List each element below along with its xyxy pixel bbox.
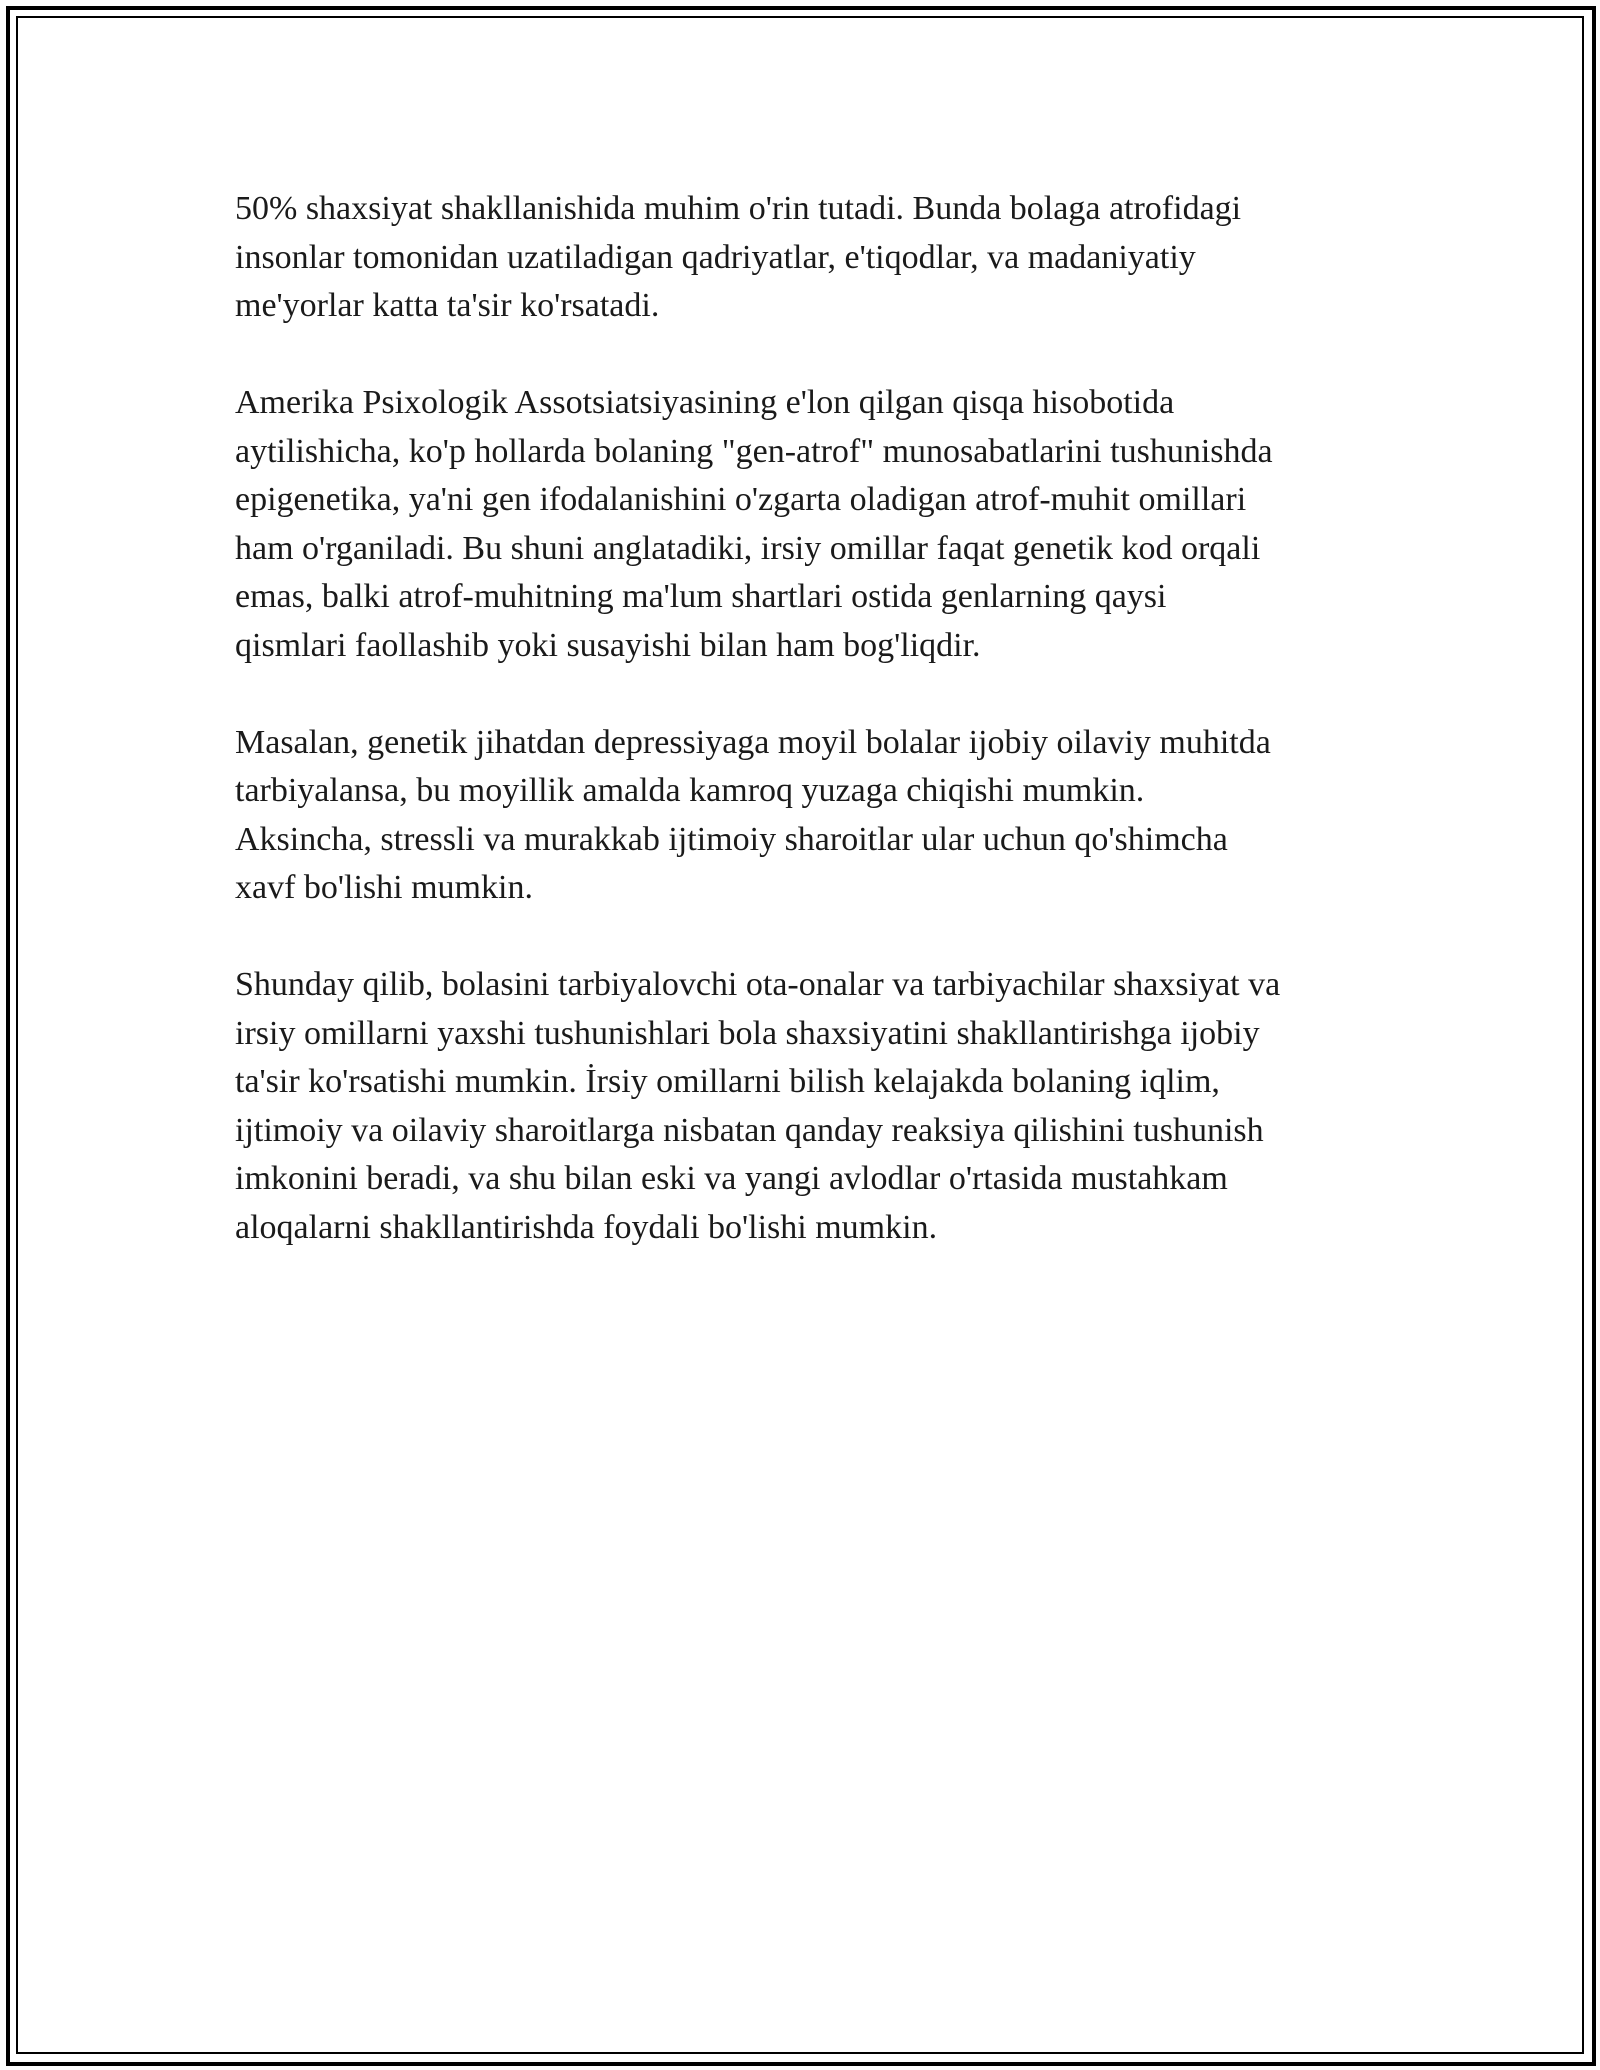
text-line: Amerika Psixologik Assotsiatsiyasining e'lon qilgan qisqa hisobotida [235,384,1175,421]
text-line: imkonini beradi, va shu bilan eski va yangi avlodlar o'rtasida mustahkam [235,1160,1228,1197]
text-line: tarbiyalansa, bu moyillik amalda kamroq yuzaga chiqishi mumkin. [235,772,1145,809]
text-line: ta'sir ko'rsatishi mumkin. İrsiy omillarni bilish kelajakda bolaning iqlim, [235,1063,1220,1100]
text-line: xavf bo'lishi mumkin. [235,869,533,906]
text-line: Aksincha, stressli va murakkab ijtimoiy sharoitlar ular uchun qo'shimcha [235,820,1228,858]
text-line: ham o'rganiladi. Bu shuni anglatadiki, irsiy omillar faqat genetik kod orqali [235,529,1261,567]
text-line: insonlar tomonidan uzatiladigan qadriyatlar, e'tiqodlar, va madaniyatiy [235,238,1196,276]
text-line: emas, balki atrof-muhitning ma'lum shartlari ostida genlarning qaysi [235,578,1167,615]
text-line: Shunday qilib, bolasini tarbiyalovchi ota-onalar va tarbiyachilar shaxsiyat va [235,966,1281,1003]
paragraph-2 [235,379,1375,670]
text-line: 50% shaxsiyat shakllanishida muhim o'rin tutadi. Bunda bolaga atrofidagi [235,190,1242,227]
text-line: aytilishicha, ko'p hollarda bolaning "gen-atrof" munosabatlarini tushunishda [235,432,1273,470]
text-line: aloqalarni shakllantirishda foydali bo'lishi mumkin. [235,1208,938,1246]
document-body [235,185,1375,1301]
paragraph-1 [235,185,1375,331]
text-line: me'yorlar katta ta'sir ko'rsatadi. [235,287,660,324]
text-line: qismlari faollashib yoki susayishi bilan ham bog'liqdir. [235,626,981,664]
text-line: epigenetika, ya'ni gen ifodalanishini o'zgarta oladigan atrof-muhit omillari [235,481,1247,518]
text-line: Masalan, genetik jihatdan depressiyaga moyil bolalar ijobiy oilaviy muhitda [235,723,1271,761]
text-line: irsiy omillarni yaxshi tushunishlari bola shaxsiyatini shakllantirishga ijobiy [235,1014,1260,1052]
paragraph-4 [235,961,1375,1252]
paragraph-3 [235,719,1375,913]
text-line: ijtimoiy va oilaviy sharoitlarga nisbatan qanday reaksiya qilishini tushunish [235,1111,1264,1149]
